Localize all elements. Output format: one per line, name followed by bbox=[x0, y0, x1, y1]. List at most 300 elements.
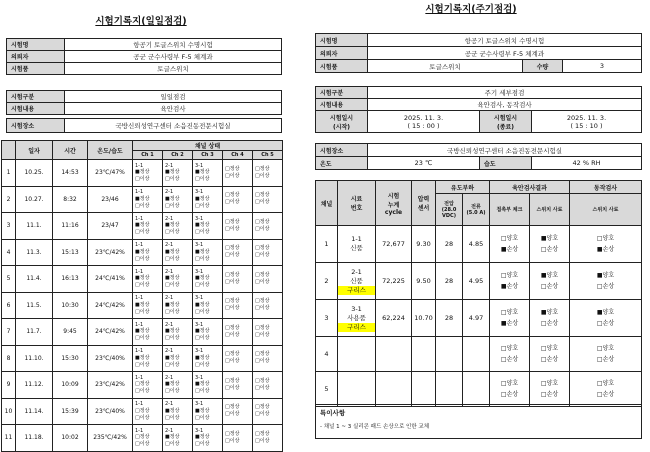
result-bad[interactable] bbox=[530, 354, 569, 365]
r-col-sample: 시료 번호 bbox=[338, 181, 376, 226]
sample-no: 3-1 bbox=[351, 304, 362, 313]
checkbox-icon: ■ bbox=[195, 381, 200, 388]
info2-label: 시험내용 bbox=[7, 103, 65, 115]
row-no: 4 bbox=[2, 239, 16, 266]
check-abnormal-label: 이상 bbox=[139, 335, 150, 342]
r-col-ch: 채널 bbox=[316, 181, 338, 226]
checkbox-icon: □ bbox=[255, 358, 260, 365]
row-time: 15:13 bbox=[53, 239, 88, 266]
check-abnormal[interactable] bbox=[255, 385, 282, 392]
checkbox-icon: □ bbox=[225, 351, 230, 358]
start-label: 시험일시 (시작) bbox=[316, 111, 368, 133]
check-abnormal[interactable] bbox=[135, 388, 162, 395]
check-abnormal-label: 이상 bbox=[169, 229, 180, 236]
checkbox-icon: □ bbox=[195, 202, 200, 209]
result-good[interactable] bbox=[490, 378, 529, 389]
check-abnormal[interactable] bbox=[165, 256, 192, 263]
checkbox-icon: ■ bbox=[135, 248, 140, 255]
checkbox-icon: □ bbox=[225, 278, 230, 285]
result-good-label: 양호 bbox=[546, 309, 559, 316]
checkbox-icon: ■ bbox=[165, 169, 170, 176]
note-text: - 채널 1 ~ 3 실리콘 패드 손상으로 인한 교체 bbox=[320, 424, 430, 430]
result-good[interactable] bbox=[530, 343, 569, 354]
row-temp: 235℃/42% bbox=[88, 425, 133, 452]
check-abnormal[interactable] bbox=[255, 358, 282, 365]
checkbox-icon: □ bbox=[225, 298, 230, 305]
row-ch4-status bbox=[223, 160, 253, 187]
check-abnormal[interactable] bbox=[225, 173, 252, 180]
check-normal-label: 정상 bbox=[229, 298, 240, 305]
check-normal[interactable] bbox=[195, 302, 222, 309]
check-abnormal[interactable] bbox=[165, 176, 192, 183]
result-bad[interactable] bbox=[530, 281, 569, 292]
result-bad-label: 손상 bbox=[602, 283, 615, 290]
result-bad[interactable] bbox=[490, 318, 529, 329]
check-normal[interactable] bbox=[135, 302, 162, 309]
checkbox-icon: □ bbox=[195, 282, 200, 289]
result-bad[interactable] bbox=[530, 389, 569, 400]
check-abnormal[interactable] bbox=[135, 441, 162, 448]
result-bad[interactable] bbox=[490, 389, 529, 400]
check-abnormal-label: 이상 bbox=[259, 225, 270, 232]
row-ch5-status bbox=[253, 345, 283, 372]
result-good[interactable] bbox=[490, 270, 529, 281]
check-abnormal-label: 이상 bbox=[229, 278, 240, 285]
table-row bbox=[316, 372, 642, 407]
row-no: 5 bbox=[2, 266, 16, 293]
row-ch5-status bbox=[253, 292, 283, 319]
row-ch1-status bbox=[133, 398, 163, 425]
check-abnormal[interactable] bbox=[225, 252, 252, 259]
div-value: 주기 세부점검 bbox=[368, 87, 642, 99]
check-abnormal[interactable] bbox=[195, 282, 222, 289]
note-cell bbox=[316, 405, 642, 439]
row-date: 11.18. bbox=[16, 425, 53, 452]
checkbox-icon: □ bbox=[195, 388, 200, 395]
check-normal[interactable] bbox=[165, 302, 192, 309]
channel-sample-label: 2-1 bbox=[165, 374, 174, 381]
checkbox-icon: ■ bbox=[135, 169, 140, 176]
check-normal[interactable] bbox=[255, 272, 282, 279]
row-ch3-status bbox=[193, 292, 223, 319]
table-row bbox=[316, 337, 642, 372]
check-abnormal-label: 이상 bbox=[139, 388, 150, 395]
check-abnormal-label: 이상 bbox=[139, 361, 150, 368]
result-good[interactable] bbox=[490, 343, 529, 354]
col-time: 시간 bbox=[53, 141, 88, 160]
result-good[interactable] bbox=[530, 307, 569, 318]
left-info2-table bbox=[6, 90, 282, 115]
check-abnormal[interactable] bbox=[225, 305, 252, 312]
r-place-value: 국방신뢰성연구센터 소음진동전문시험실 bbox=[368, 144, 642, 157]
check-normal[interactable] bbox=[195, 249, 222, 256]
checkbox-icon: □ bbox=[255, 199, 260, 206]
check-normal[interactable] bbox=[225, 431, 252, 438]
result-cell bbox=[530, 226, 570, 263]
check-normal-label: 정상 bbox=[169, 434, 180, 441]
channel-sample-label: 3-1 bbox=[195, 295, 204, 302]
row-ch3-status bbox=[193, 213, 223, 240]
check-normal-label: 정상 bbox=[259, 192, 270, 199]
channel-sample-label: 1-1 bbox=[135, 321, 144, 328]
row-no: 8 bbox=[2, 345, 16, 372]
check-abnormal-label: 이상 bbox=[229, 384, 240, 391]
check-abnormal[interactable] bbox=[165, 415, 192, 422]
row-ch1-status bbox=[133, 372, 163, 399]
check-abnormal[interactable] bbox=[165, 229, 192, 236]
channel-sample-label: 3-1 bbox=[195, 162, 204, 169]
check-abnormal[interactable] bbox=[135, 229, 162, 236]
channel-sample-label: 2-1 bbox=[165, 215, 174, 222]
check-abnormal[interactable] bbox=[225, 279, 252, 286]
info-value: 토글스위치 bbox=[65, 63, 282, 75]
check-abnormal[interactable] bbox=[135, 309, 162, 316]
check-normal-label: 정상 bbox=[259, 165, 270, 172]
check-abnormal[interactable] bbox=[195, 229, 222, 236]
check-abnormal[interactable] bbox=[165, 309, 192, 316]
check-abnormal[interactable] bbox=[135, 415, 162, 422]
note-table bbox=[315, 404, 642, 439]
check-abnormal[interactable] bbox=[225, 358, 252, 365]
check-abnormal[interactable] bbox=[135, 362, 162, 369]
checkbox-icon: □ bbox=[255, 165, 260, 172]
check-abnormal[interactable] bbox=[195, 335, 222, 342]
check-abnormal-label: 이상 bbox=[229, 252, 240, 259]
checkbox-icon: □ bbox=[225, 430, 230, 437]
check-abnormal[interactable] bbox=[165, 441, 192, 448]
row-ch2-status bbox=[163, 186, 193, 213]
result-good-label: 양호 bbox=[546, 272, 559, 279]
checkbox-icon: ■ bbox=[165, 407, 170, 414]
check-abnormal-label: 이상 bbox=[139, 255, 150, 262]
check-abnormal[interactable] bbox=[195, 256, 222, 263]
result-bad[interactable] bbox=[530, 244, 569, 255]
check-abnormal-label: 이상 bbox=[199, 282, 210, 289]
check-abnormal[interactable] bbox=[255, 332, 282, 339]
check-normal[interactable] bbox=[255, 166, 282, 173]
result-bad[interactable] bbox=[570, 389, 641, 400]
check-abnormal[interactable] bbox=[255, 173, 282, 180]
result-bad[interactable] bbox=[530, 318, 569, 329]
check-abnormal-label: 이상 bbox=[139, 229, 150, 236]
check-abnormal[interactable] bbox=[255, 438, 282, 445]
check-abnormal[interactable] bbox=[255, 305, 282, 312]
checkbox-icon: ■ bbox=[195, 195, 200, 202]
check-normal-label: 정상 bbox=[199, 407, 210, 414]
check-abnormal[interactable] bbox=[255, 411, 282, 418]
result-good[interactable] bbox=[570, 307, 641, 318]
sample-type: 신품 bbox=[350, 244, 363, 252]
col-channel: 채널 상태 bbox=[133, 141, 283, 151]
row-temp: 23℃/42% bbox=[88, 239, 133, 266]
result-bad[interactable] bbox=[490, 354, 529, 365]
row-date: 11.5. bbox=[16, 292, 53, 319]
result-bad[interactable] bbox=[570, 354, 641, 365]
result-bad[interactable] bbox=[570, 244, 641, 255]
checkbox-icon: □ bbox=[255, 351, 260, 358]
check-normal[interactable] bbox=[135, 249, 162, 256]
check-normal-label: 정상 bbox=[199, 381, 210, 388]
checkbox-icon: □ bbox=[135, 282, 140, 289]
right-place-table bbox=[315, 143, 642, 170]
row-ch4-status bbox=[223, 345, 253, 372]
row-ch4-status bbox=[223, 239, 253, 266]
table-row bbox=[2, 345, 283, 372]
checkbox-icon: □ bbox=[195, 255, 200, 262]
row-ch2-status bbox=[163, 372, 193, 399]
result-good[interactable] bbox=[570, 343, 641, 354]
check-abnormal[interactable] bbox=[255, 199, 282, 206]
checkbox-icon: ■ bbox=[195, 434, 200, 441]
check-abnormal[interactable] bbox=[135, 282, 162, 289]
check-abnormal[interactable] bbox=[255, 279, 282, 286]
check-normal-label: 정상 bbox=[259, 271, 270, 278]
checkbox-icon: ■ bbox=[165, 328, 170, 335]
check-normal[interactable] bbox=[195, 408, 222, 415]
checkbox-icon: □ bbox=[255, 384, 260, 391]
checkbox-icon: □ bbox=[135, 414, 140, 421]
temp-label: 온도 bbox=[316, 157, 368, 170]
r-row-volt: 28 bbox=[436, 300, 463, 337]
check-abnormal[interactable] bbox=[135, 176, 162, 183]
channel-sample-label: 3-1 bbox=[195, 189, 204, 196]
qty-label: 수량 bbox=[523, 60, 563, 73]
place-label: 시험장소 bbox=[7, 119, 65, 133]
result-good[interactable] bbox=[490, 307, 529, 318]
row-ch4-status bbox=[223, 372, 253, 399]
checkbox-icon: □ bbox=[135, 176, 140, 183]
result-good[interactable] bbox=[530, 378, 569, 389]
channel-sample-label: 2-1 bbox=[165, 189, 174, 196]
check-normal[interactable] bbox=[165, 249, 192, 256]
check-abnormal[interactable] bbox=[225, 199, 252, 206]
result-bad[interactable] bbox=[570, 281, 641, 292]
table-row bbox=[2, 239, 283, 266]
row-ch3-status bbox=[193, 186, 223, 213]
result-good-label: 양호 bbox=[602, 235, 615, 242]
row-ch1-status bbox=[133, 186, 163, 213]
checkbox-icon: ■ bbox=[135, 328, 140, 335]
checkbox-icon: □ bbox=[135, 441, 140, 448]
checkbox-icon: ■ bbox=[195, 275, 200, 282]
checkbox-icon: ■ bbox=[165, 301, 170, 308]
check-normal[interactable] bbox=[165, 408, 192, 415]
check-normal[interactable] bbox=[135, 408, 162, 415]
result-bad-label: 손상 bbox=[546, 320, 559, 327]
check-abnormal[interactable] bbox=[165, 362, 192, 369]
row-ch1-status bbox=[133, 345, 163, 372]
checkbox-icon: □ bbox=[255, 324, 260, 331]
check-abnormal[interactable] bbox=[195, 441, 222, 448]
table-row bbox=[2, 372, 283, 399]
table-row bbox=[2, 398, 283, 425]
check-normal-label: 정상 bbox=[199, 195, 210, 202]
check-normal-label: 정상 bbox=[229, 324, 240, 331]
check-abnormal[interactable] bbox=[165, 335, 192, 342]
check-abnormal-label: 이상 bbox=[139, 414, 150, 421]
check-normal-label: 정상 bbox=[169, 328, 180, 335]
row-ch3-status bbox=[193, 425, 223, 452]
check-abnormal[interactable] bbox=[225, 411, 252, 418]
row-time: 16:13 bbox=[53, 266, 88, 293]
check-abnormal-label: 이상 bbox=[229, 172, 240, 179]
checkbox-icon: □ bbox=[225, 271, 230, 278]
check-abnormal[interactable] bbox=[195, 176, 222, 183]
checkbox-icon: □ bbox=[165, 335, 170, 342]
result-cell bbox=[490, 372, 530, 407]
info2-label: 시험구분 bbox=[7, 91, 65, 103]
result-bad-label: 손상 bbox=[602, 356, 615, 363]
result-good[interactable] bbox=[570, 233, 641, 244]
check-abnormal-label: 이상 bbox=[169, 441, 180, 448]
content-label: 시험내용 bbox=[316, 99, 368, 111]
check-normal[interactable] bbox=[165, 355, 192, 362]
result-good-label: 양호 bbox=[602, 345, 615, 352]
check-abnormal-label: 이상 bbox=[259, 411, 270, 418]
r-row-cycle: 72,225 bbox=[376, 263, 412, 300]
checkbox-icon: □ bbox=[540, 345, 547, 352]
table-row bbox=[2, 292, 283, 319]
table-row bbox=[2, 266, 283, 293]
checkbox-icon: □ bbox=[540, 320, 547, 327]
channel-sample-label: 1-1 bbox=[135, 374, 144, 381]
check-abnormal[interactable] bbox=[165, 282, 192, 289]
check-abnormal[interactable] bbox=[255, 226, 282, 233]
result-cell bbox=[490, 300, 530, 337]
checkbox-icon: □ bbox=[165, 441, 170, 448]
check-normal[interactable] bbox=[225, 219, 252, 226]
check-abnormal[interactable] bbox=[195, 362, 222, 369]
check-abnormal[interactable] bbox=[165, 388, 192, 395]
checkbox-icon: ■ bbox=[195, 169, 200, 176]
r-row-sample bbox=[338, 300, 376, 337]
check-abnormal[interactable] bbox=[255, 252, 282, 259]
check-normal[interactable] bbox=[225, 325, 252, 332]
result-good-label: 양호 bbox=[506, 235, 519, 242]
checkbox-icon: ■ bbox=[135, 275, 140, 282]
result-good[interactable] bbox=[570, 378, 641, 389]
checkbox-icon: □ bbox=[135, 202, 140, 209]
result-good-label: 양호 bbox=[546, 345, 559, 352]
checkbox-icon: □ bbox=[255, 278, 260, 285]
checkbox-icon: □ bbox=[165, 308, 170, 315]
channel-sample-label: 1-1 bbox=[135, 427, 144, 434]
result-good[interactable] bbox=[530, 233, 569, 244]
check-normal[interactable] bbox=[255, 378, 282, 385]
check-abnormal-label: 이상 bbox=[259, 172, 270, 179]
periodic-log-table bbox=[315, 180, 642, 407]
result-cell bbox=[530, 300, 570, 337]
result-cell bbox=[570, 226, 642, 263]
result-bad[interactable] bbox=[490, 244, 529, 255]
checkbox-icon: □ bbox=[195, 414, 200, 421]
row-temp: 23℃/42% bbox=[88, 372, 133, 399]
check-normal[interactable] bbox=[255, 325, 282, 332]
result-bad-label: 손상 bbox=[546, 391, 559, 398]
check-normal[interactable] bbox=[255, 431, 282, 438]
checkbox-icon: □ bbox=[255, 404, 260, 411]
check-abnormal[interactable] bbox=[135, 256, 162, 263]
check-abnormal-label: 이상 bbox=[229, 225, 240, 232]
result-bad[interactable] bbox=[490, 281, 529, 292]
check-abnormal-label: 이상 bbox=[229, 331, 240, 338]
check-abnormal[interactable] bbox=[135, 335, 162, 342]
check-normal[interactable] bbox=[195, 355, 222, 362]
channel-sample-label: 1-1 bbox=[135, 242, 144, 249]
check-abnormal[interactable] bbox=[195, 203, 222, 210]
check-normal[interactable] bbox=[225, 378, 252, 385]
div-label: 시험구분 bbox=[316, 87, 368, 99]
checkbox-icon: □ bbox=[165, 361, 170, 368]
check-normal[interactable] bbox=[135, 355, 162, 362]
result-bad-label: 손상 bbox=[506, 391, 519, 398]
sample-type: 신품 bbox=[350, 276, 363, 285]
checkbox-icon: ■ bbox=[500, 283, 507, 290]
checkbox-icon: ■ bbox=[195, 328, 200, 335]
check-normal[interactable] bbox=[255, 219, 282, 226]
info-label: 시험명 bbox=[7, 39, 65, 51]
checkbox-icon: □ bbox=[225, 377, 230, 384]
row-date: 11.7. bbox=[16, 319, 53, 346]
check-abnormal[interactable] bbox=[135, 203, 162, 210]
check-abnormal[interactable] bbox=[225, 226, 252, 233]
check-abnormal[interactable] bbox=[195, 388, 222, 395]
checkbox-icon: □ bbox=[225, 437, 230, 444]
row-time: 11:16 bbox=[53, 213, 88, 240]
content-value: 육안검사, 동작검사 bbox=[368, 99, 642, 111]
check-abnormal-label: 이상 bbox=[259, 199, 270, 206]
result-good[interactable] bbox=[530, 270, 569, 281]
check-normal[interactable] bbox=[225, 166, 252, 173]
check-normal-label: 정상 bbox=[229, 404, 240, 411]
right-doc-title: 시험기록지(주기점검) bbox=[425, 4, 517, 15]
check-abnormal[interactable] bbox=[165, 203, 192, 210]
result-bad[interactable] bbox=[570, 318, 641, 329]
result-bad-label: 손상 bbox=[546, 356, 559, 363]
check-abnormal[interactable] bbox=[225, 332, 252, 339]
checkbox-icon: □ bbox=[135, 308, 140, 315]
item-value: 토글스위치 bbox=[368, 60, 523, 73]
result-good[interactable] bbox=[570, 270, 641, 281]
check-abnormal[interactable] bbox=[195, 415, 222, 422]
check-normal[interactable] bbox=[195, 196, 222, 203]
row-date: 11.14. bbox=[16, 398, 53, 425]
row-temp: 23/47 bbox=[88, 213, 133, 240]
result-good-label: 양호 bbox=[602, 272, 615, 279]
result-good-label: 양호 bbox=[546, 235, 559, 242]
checkbox-icon: □ bbox=[540, 356, 547, 363]
channel-sample-label: 1-1 bbox=[135, 295, 144, 302]
check-abnormal-label: 이상 bbox=[229, 437, 240, 444]
check-normal-label: 정상 bbox=[169, 381, 180, 388]
channel-sample-label: 3-1 bbox=[195, 321, 204, 328]
result-good[interactable] bbox=[490, 233, 529, 244]
checkbox-icon: □ bbox=[225, 225, 230, 232]
check-abnormal[interactable] bbox=[195, 309, 222, 316]
row-ch2-status bbox=[163, 398, 193, 425]
checkbox-icon: □ bbox=[255, 377, 260, 384]
row-ch3-status bbox=[193, 160, 223, 187]
check-abnormal[interactable] bbox=[225, 385, 252, 392]
check-normal[interactable] bbox=[165, 196, 192, 203]
checkbox-icon: □ bbox=[255, 430, 260, 437]
check-normal-label: 정상 bbox=[139, 407, 150, 414]
check-abnormal-label: 이상 bbox=[229, 305, 240, 312]
check-abnormal[interactable] bbox=[225, 438, 252, 445]
check-normal[interactable] bbox=[225, 272, 252, 279]
row-ch4-status bbox=[223, 186, 253, 213]
check-normal[interactable] bbox=[135, 196, 162, 203]
